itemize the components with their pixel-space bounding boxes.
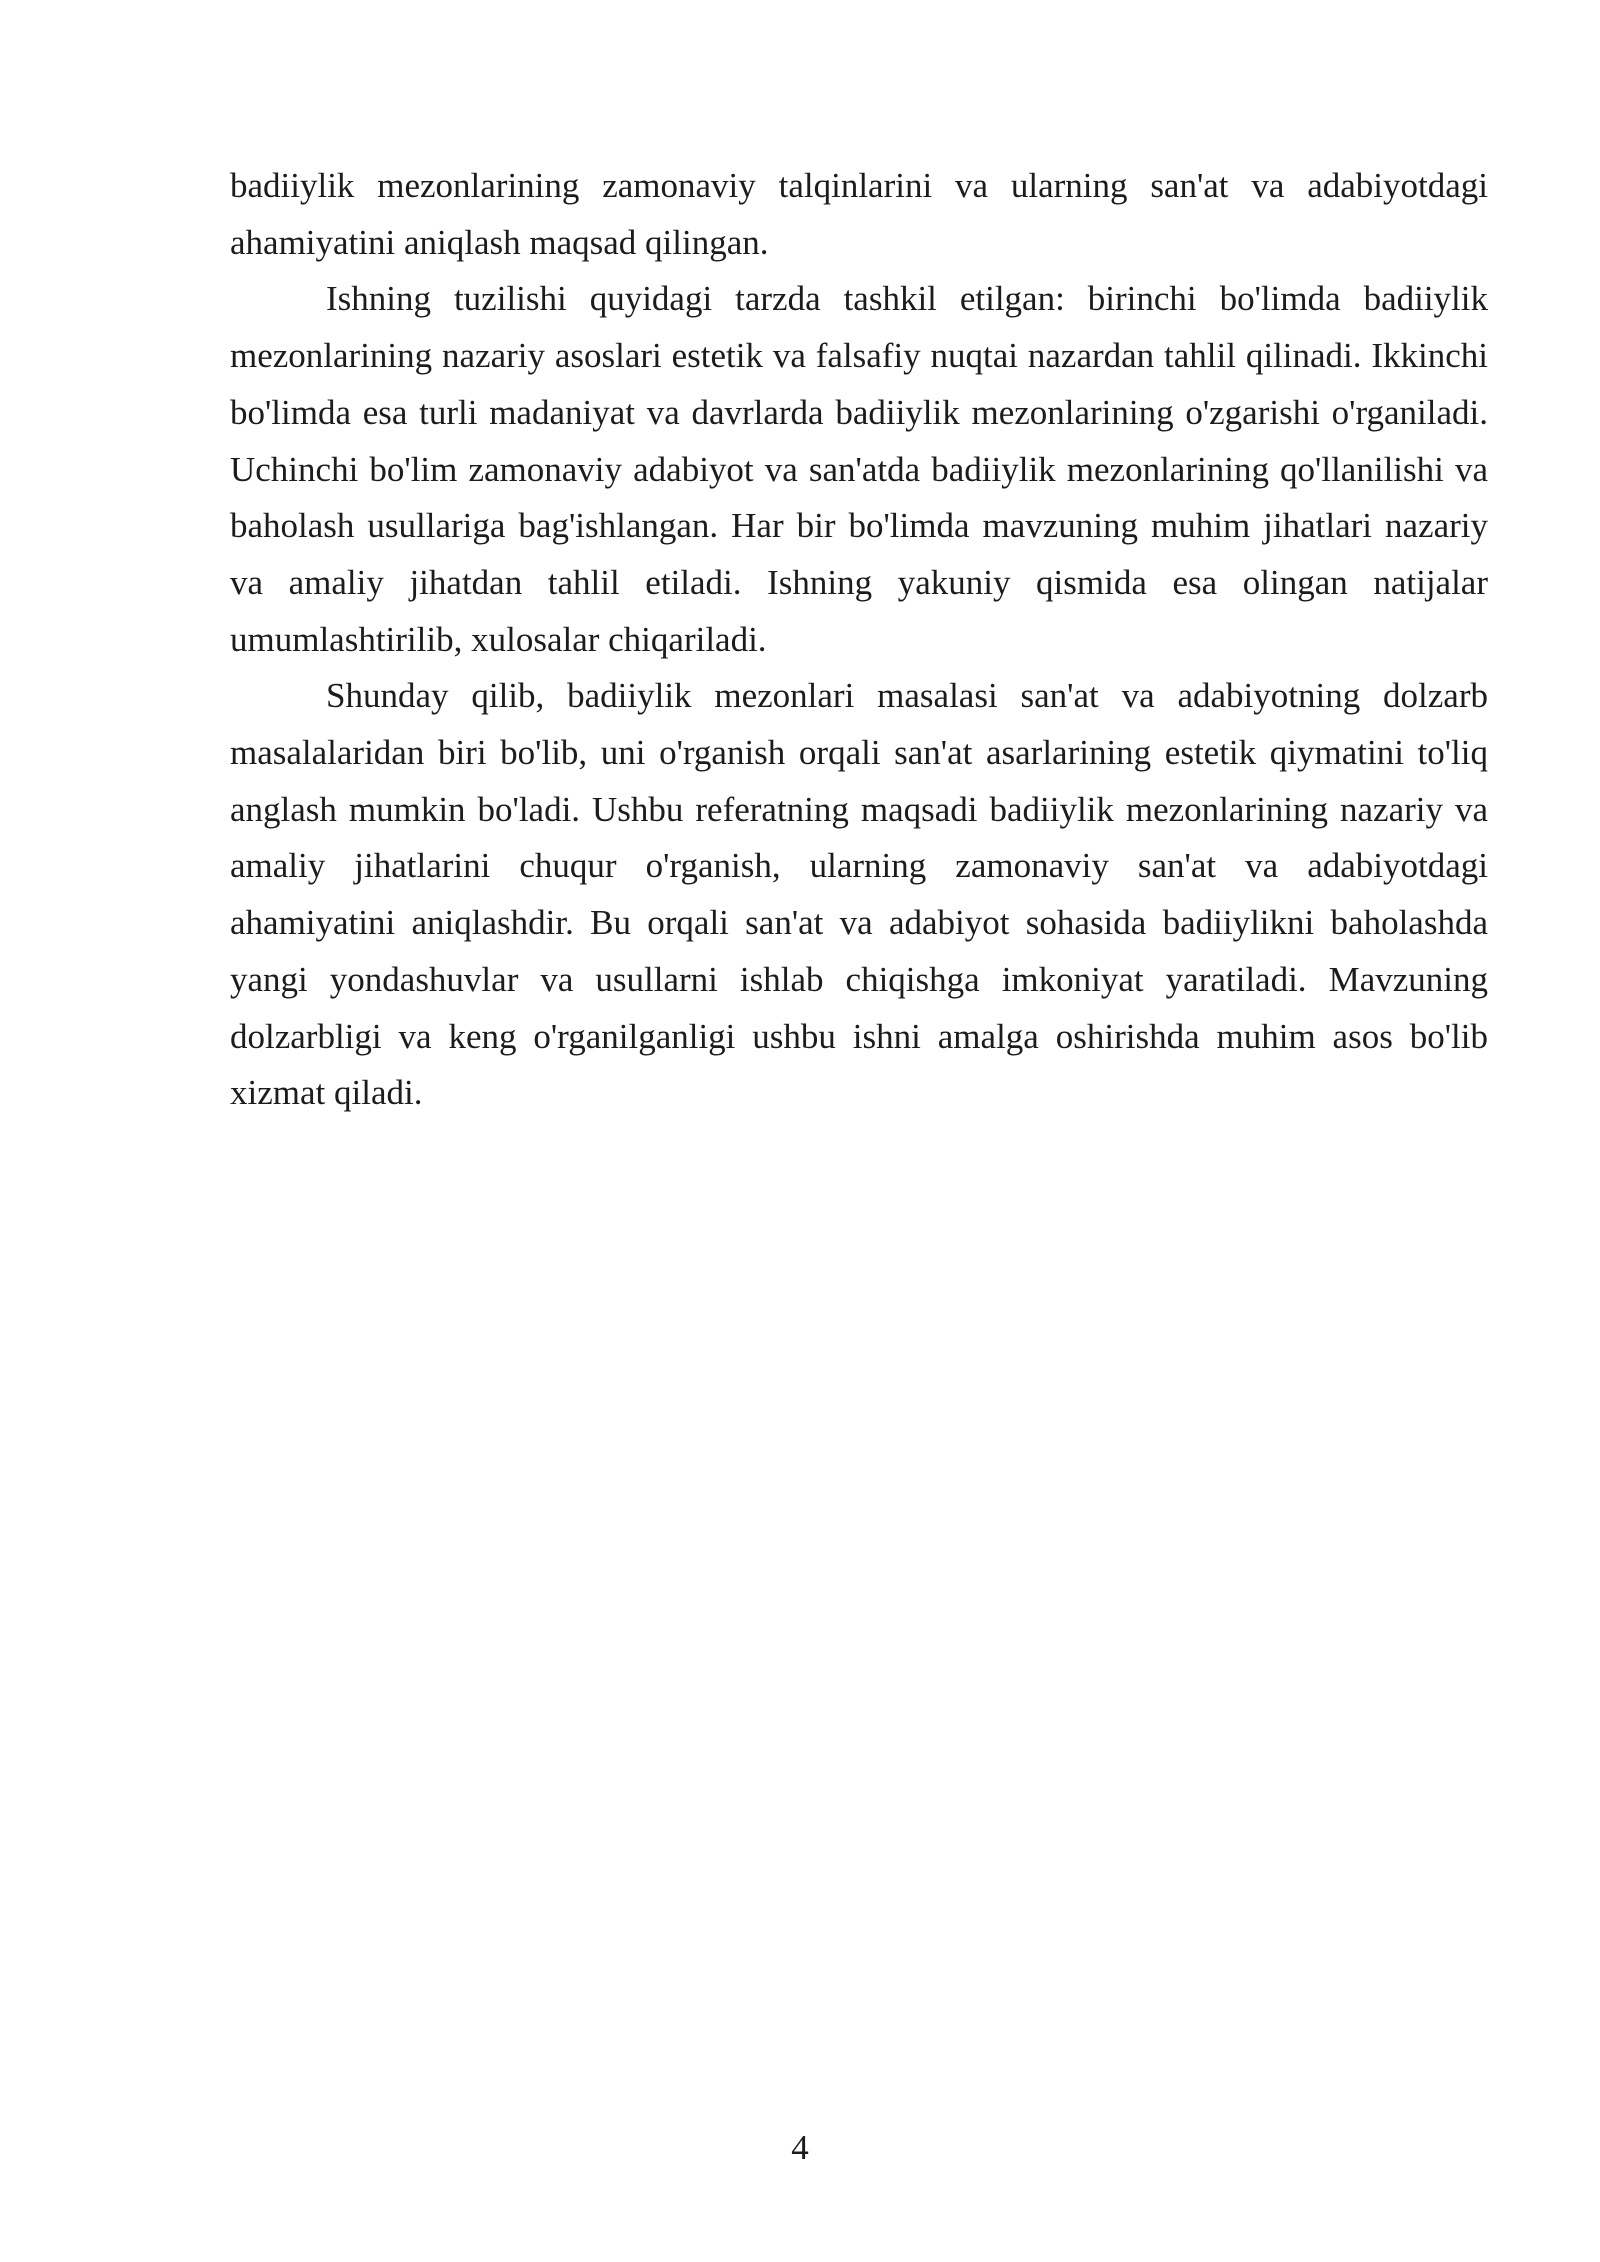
- paragraph-continuation: badiiylik mezonlarining zamonaviy talqinlarini va ularning san'at va adabiyotdagi ahamiyatini aniqlash maqsad qilingan.: [230, 166, 1488, 262]
- paragraph-structure: Ishning tuzilishi quyidagi tarzda tashkil etilgan: birinchi bo'limda badiiylik mezonlarining nazariy asoslari estetik va falsafiy nuqtai nazardan tahlil qilinadi. Ikkinchi bo'limda esa turli madaniyat va davrlarda badiiylik mezonlarining o'zgarishi o'rganiladi. Uchinchi bo'lim zamonaviy adabiyot va san'atda badiiylik mezonlarining qo'llanilishi va baholash usullariga bag'ishlangan. Har bir bo'limda mavzuning muhim jihatlari nazariy va amaliy jihatdan tahlil etiladi. Ishning yakuniy qismida esa olingan natijalar umumlashtirilib, xulosalar chiqariladi.: [230, 279, 1488, 659]
- page-number: 4: [791, 2128, 809, 2167]
- body-text: [230, 158, 1488, 1122]
- paragraph-conclusion: Shunday qilib, badiiylik mezonlari masalasi san'at va adabiyotning dolzarb masalalaridan biri bo'lib, uni o'rganish orqali san'at asarlarining estetik qiymatini to'liq anglash mumkin bo'ladi. Ushbu referatning maqsadi badiiylik mezonlarining nazariy va amaliy jihatlarini chuqur o'rganish, ularning zamonaviy san'at va adabiyotdagi ahamiyatini aniqlashdir. Bu orqali san'at va adabiyot sohasida badiiylikni baholashda yangi yondashuvlar va usullarni ishlab chiqishga imkoniyat yaratiladi. Mavzuning dolzarbligi va keng o'rganilganligi ushbu ishni amalga oshirishda muhim asos bo'lib xizmat qiladi.: [230, 676, 1488, 1113]
